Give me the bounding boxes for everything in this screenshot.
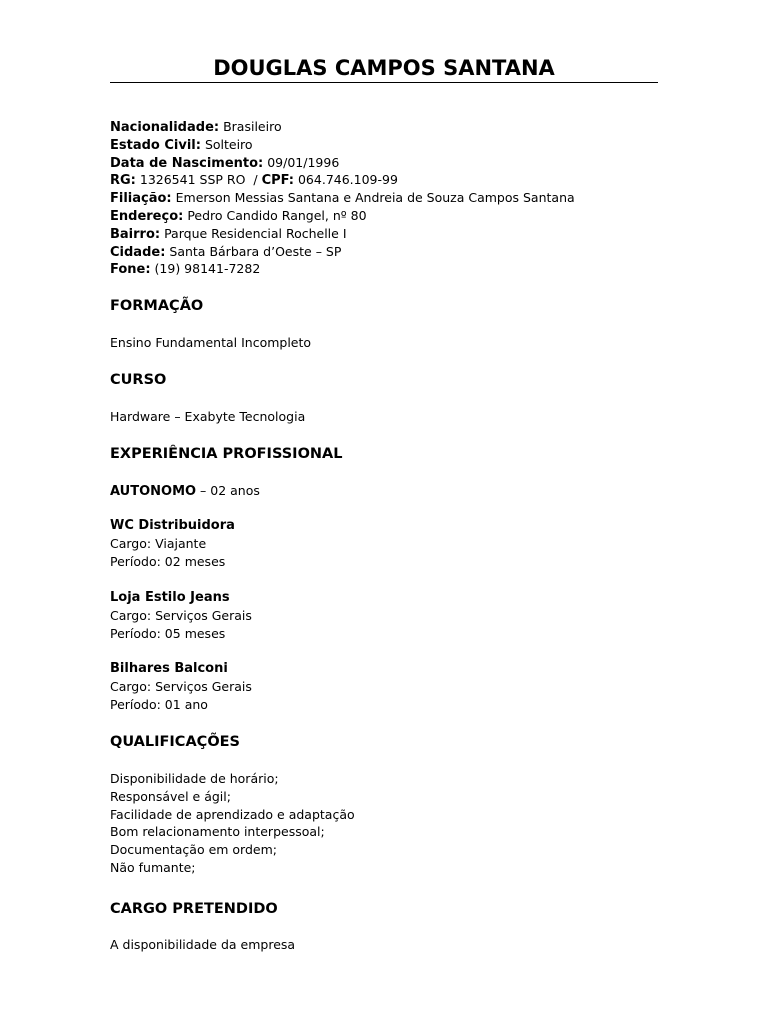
filiacao-row — [110, 189, 575, 207]
estado-civil-value: Solteiro — [204, 136, 253, 152]
filiacao-label: Filiação: — [110, 191, 172, 207]
rg-value: 1326541 SSP RO / — [139, 172, 262, 188]
cidade-row — [110, 243, 575, 261]
nascimento-value: 09/01/1996 — [267, 154, 340, 170]
nacionalidade-label: Nacionalidade: — [110, 120, 220, 135]
fone-label: Fone: — [110, 262, 151, 278]
bairro-row — [110, 225, 575, 243]
list-item: Responsável e ágil; — [110, 788, 231, 804]
curso-heading: CURSO — [110, 372, 167, 388]
rg-label: RG: — [110, 173, 136, 189]
qualificacoes-list — [110, 770, 355, 877]
list-item: Não fumante; — [110, 859, 196, 875]
resume-name: DOUGLAS CAMPOS SANTANA — [213, 56, 555, 80]
list-item: Bom relacionamento interpessoal; — [110, 824, 325, 840]
cargo-pretendido-text: A disponibilidade da empresa — [110, 937, 296, 952]
fone-row — [110, 260, 575, 278]
filiacao-value: Emerson Messias Santana e Andreia de Souza Campos Santana — [175, 190, 575, 206]
job-entry — [110, 517, 235, 571]
title-divider — [110, 82, 658, 83]
curso-text: Hardware – Exabyte Tecnologia — [110, 409, 306, 424]
job-company: Bilhares Balconi — [110, 661, 228, 676]
fone-value: (19) 98141-7282 — [154, 261, 261, 277]
list-item: Disponibilidade de horário; — [110, 771, 279, 786]
autonomo-label: AUTONOMO — [110, 484, 197, 499]
job-company: WC Distribuidora — [110, 518, 235, 533]
bairro-value: Parque Residencial Rochelle I — [164, 225, 347, 241]
autonomo-value: – 02 anos — [196, 483, 260, 498]
formacao-heading: FORMAÇÃO — [110, 298, 204, 314]
nascimento-row — [110, 154, 575, 172]
list-item: Documentação em ordem; — [110, 842, 277, 858]
qualificacoes-heading: QUALIFICAÇÕES — [110, 734, 240, 750]
job-entry — [110, 660, 252, 714]
job-cargo: Cargo: Serviços Gerais — [110, 608, 252, 623]
endereco-label: Endereço: — [110, 208, 184, 224]
estado-civil-label: Estado Civil: — [110, 137, 201, 153]
estado-civil-row — [110, 136, 575, 154]
cargo-pretendido-heading: CARGO PRETENDIDO — [110, 901, 278, 917]
job-entry — [110, 589, 252, 643]
endereco-row — [110, 207, 575, 225]
list-item: Facilidade de aprendizado e adaptação — [110, 806, 355, 822]
personal-info — [110, 118, 575, 278]
cidade-label: Cidade: — [110, 244, 166, 260]
job-periodo: Período: 01 ano — [110, 696, 208, 712]
experiencia-heading: EXPERIÊNCIA PROFISSIONAL — [110, 446, 343, 462]
endereco-value: Pedro Candido Rangel, nº 80 — [187, 207, 367, 223]
job-cargo: Cargo: Viajante — [110, 536, 207, 551]
job-company: Loja Estilo Jeans — [110, 590, 230, 605]
cpf-value: 064.746.109-99 — [297, 172, 398, 188]
cpf-label: CPF: — [261, 173, 294, 189]
formacao-text: Ensino Fundamental Incompleto — [110, 335, 312, 350]
nacionalidade-value: Brasileiro — [223, 119, 282, 134]
cidade-value: Santa Bárbara d’Oeste – SP — [169, 243, 342, 259]
documents-row — [110, 171, 575, 189]
nascimento-label: Data de Nascimento: — [110, 155, 264, 171]
job-periodo: Período: 05 meses — [110, 625, 226, 641]
bairro-label: Bairro: — [110, 226, 161, 242]
autonomo-row — [110, 482, 260, 501]
job-periodo: Período: 02 meses — [110, 553, 226, 569]
job-cargo: Cargo: Serviços Gerais — [110, 679, 252, 694]
nacionalidade-row — [110, 118, 575, 136]
